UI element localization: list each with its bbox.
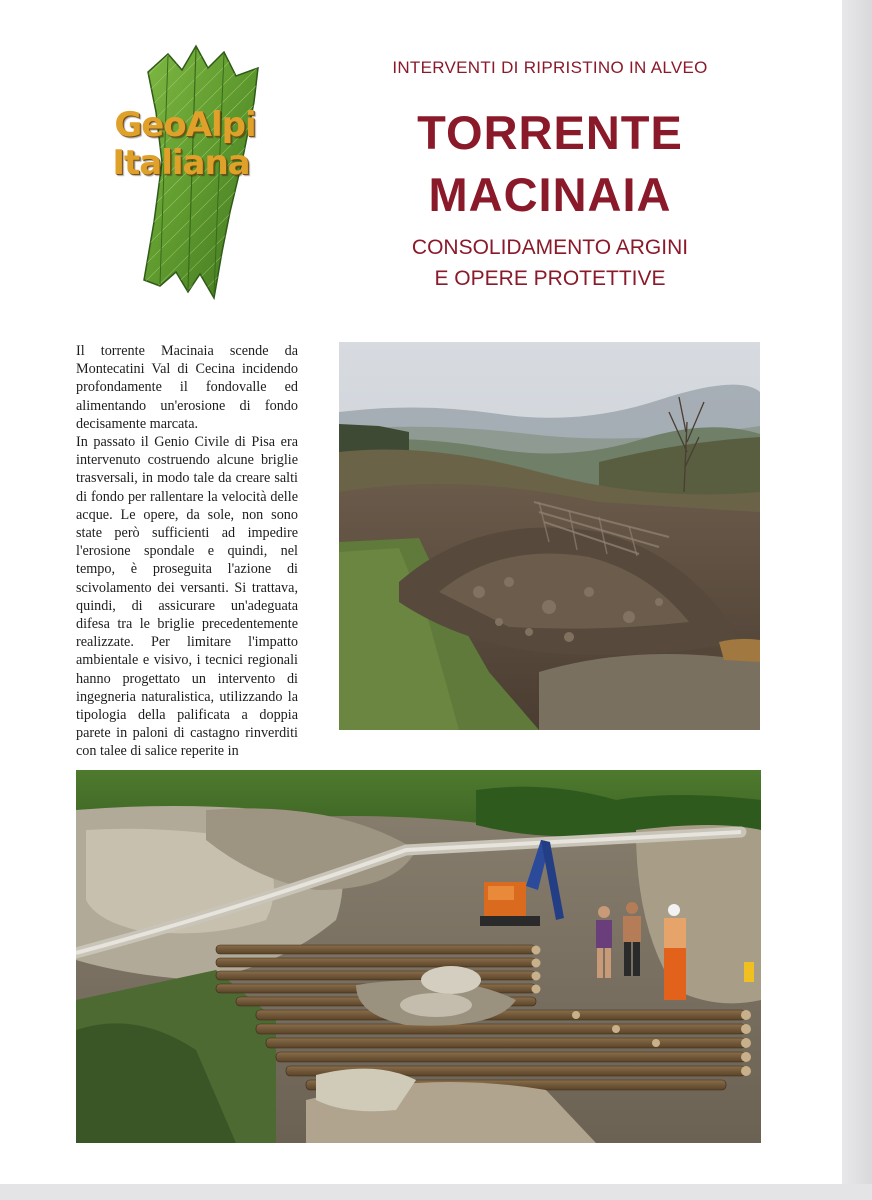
- article-title-line1: TORRENTE: [417, 106, 683, 159]
- palificata-construction-photo: [76, 770, 761, 1143]
- scan-edge-right: [842, 0, 872, 1200]
- article-paragraph-2: In passato il Genio Civile di Pisa era intervenuto costruendo alcune briglie trasversali, in modo tale da creare salti di fondo per rallentare la velocità delle acque. Le opere, da sole, non sono state però sufficienti ad impedire l'erosione spondale e quindi, nel tempo, è proseguita l'azione di scivolamento dei versanti. Si trattava, quindi, di assicurare un'adeguata difesa tra le briglie precedentemente realizzate. Per limitare l'impatto ambientale e visivo, i tecnici regionali hanno progettato un intervento di ingegneria naturalistica, utilizzando la tipologia della palificata a doppia parete in paloni di castagno rinverditi con talee di salice reperite in: [76, 434, 298, 760]
- geoalpi-logo: [96, 42, 278, 300]
- article-subtitle-line2: E OPERE PROTETTIVE: [434, 267, 666, 290]
- article-body: [76, 342, 298, 761]
- article-paragraph-1: Il torrente Macinaia scende da Montecatini Val di Cecina incidendo profondamente il fondovalle ed alimentando un'erosione di fondo decisamente marcata.: [76, 343, 298, 432]
- valley-erosion-photo: [339, 342, 760, 730]
- section-kicker: INTERVENTI DI RIPRISTINO IN ALVEO: [392, 58, 708, 77]
- article-subtitle-line1: CONSOLIDAMENTO ARGINI: [411, 236, 689, 259]
- logo-wordmark-line2: Italiana: [112, 143, 250, 183]
- scan-edge-bottom: [0, 1184, 872, 1200]
- article-title: [340, 102, 760, 226]
- logo-wordmark-line1: GeoAlpi: [114, 105, 256, 145]
- article-subtitle: [340, 232, 760, 294]
- article-title-line2: MACINAIA: [428, 168, 672, 221]
